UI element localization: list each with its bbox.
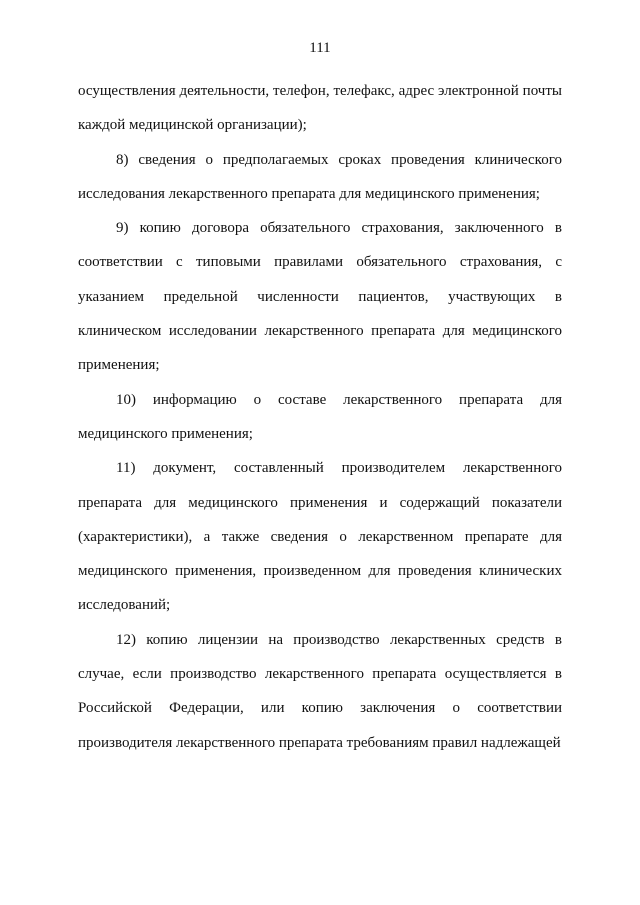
paragraph-item-11: 11) документ, составленный производителем лекарственного препарата для медицинского применения и содержащий показатели (характеристики), а также сведения о лекарственном препарате для медицинского применения, произведенном для проведения клинических исследований; [78,460,562,614]
page-number: 111 [309,40,331,56]
paragraph-continuation: осуществления деятельности, телефон, телефакс, адрес электронной почты каждой медицинской организации); [78,83,562,134]
paragraph-item-12: 12) копию лицензии на производство лекарственных средств в случае, если производство лекарственного препарата осуществляется в Российской Федерации, или копию заключения о соответствии производителя лекарственного препарата требованиям правил надлежащей [78,631,562,751]
document-body [78,74,562,760]
paragraph-item-10: 10) информацию о составе лекарственного препарата для медицинского применения; [78,391,562,442]
paragraph-item-8: 8) сведения о предполагаемых сроках проведения клинического исследования лекарственного препарата для медицинского применения; [78,151,562,202]
paragraph-item-9: 9) копию договора обязательного страхования, заключенного в соответствии с типовыми правилами обязательного страхования, с указанием предельной численности пациентов, участвующих в клиническом исследовании лекарственного препарата для медицинского применения; [78,220,562,374]
